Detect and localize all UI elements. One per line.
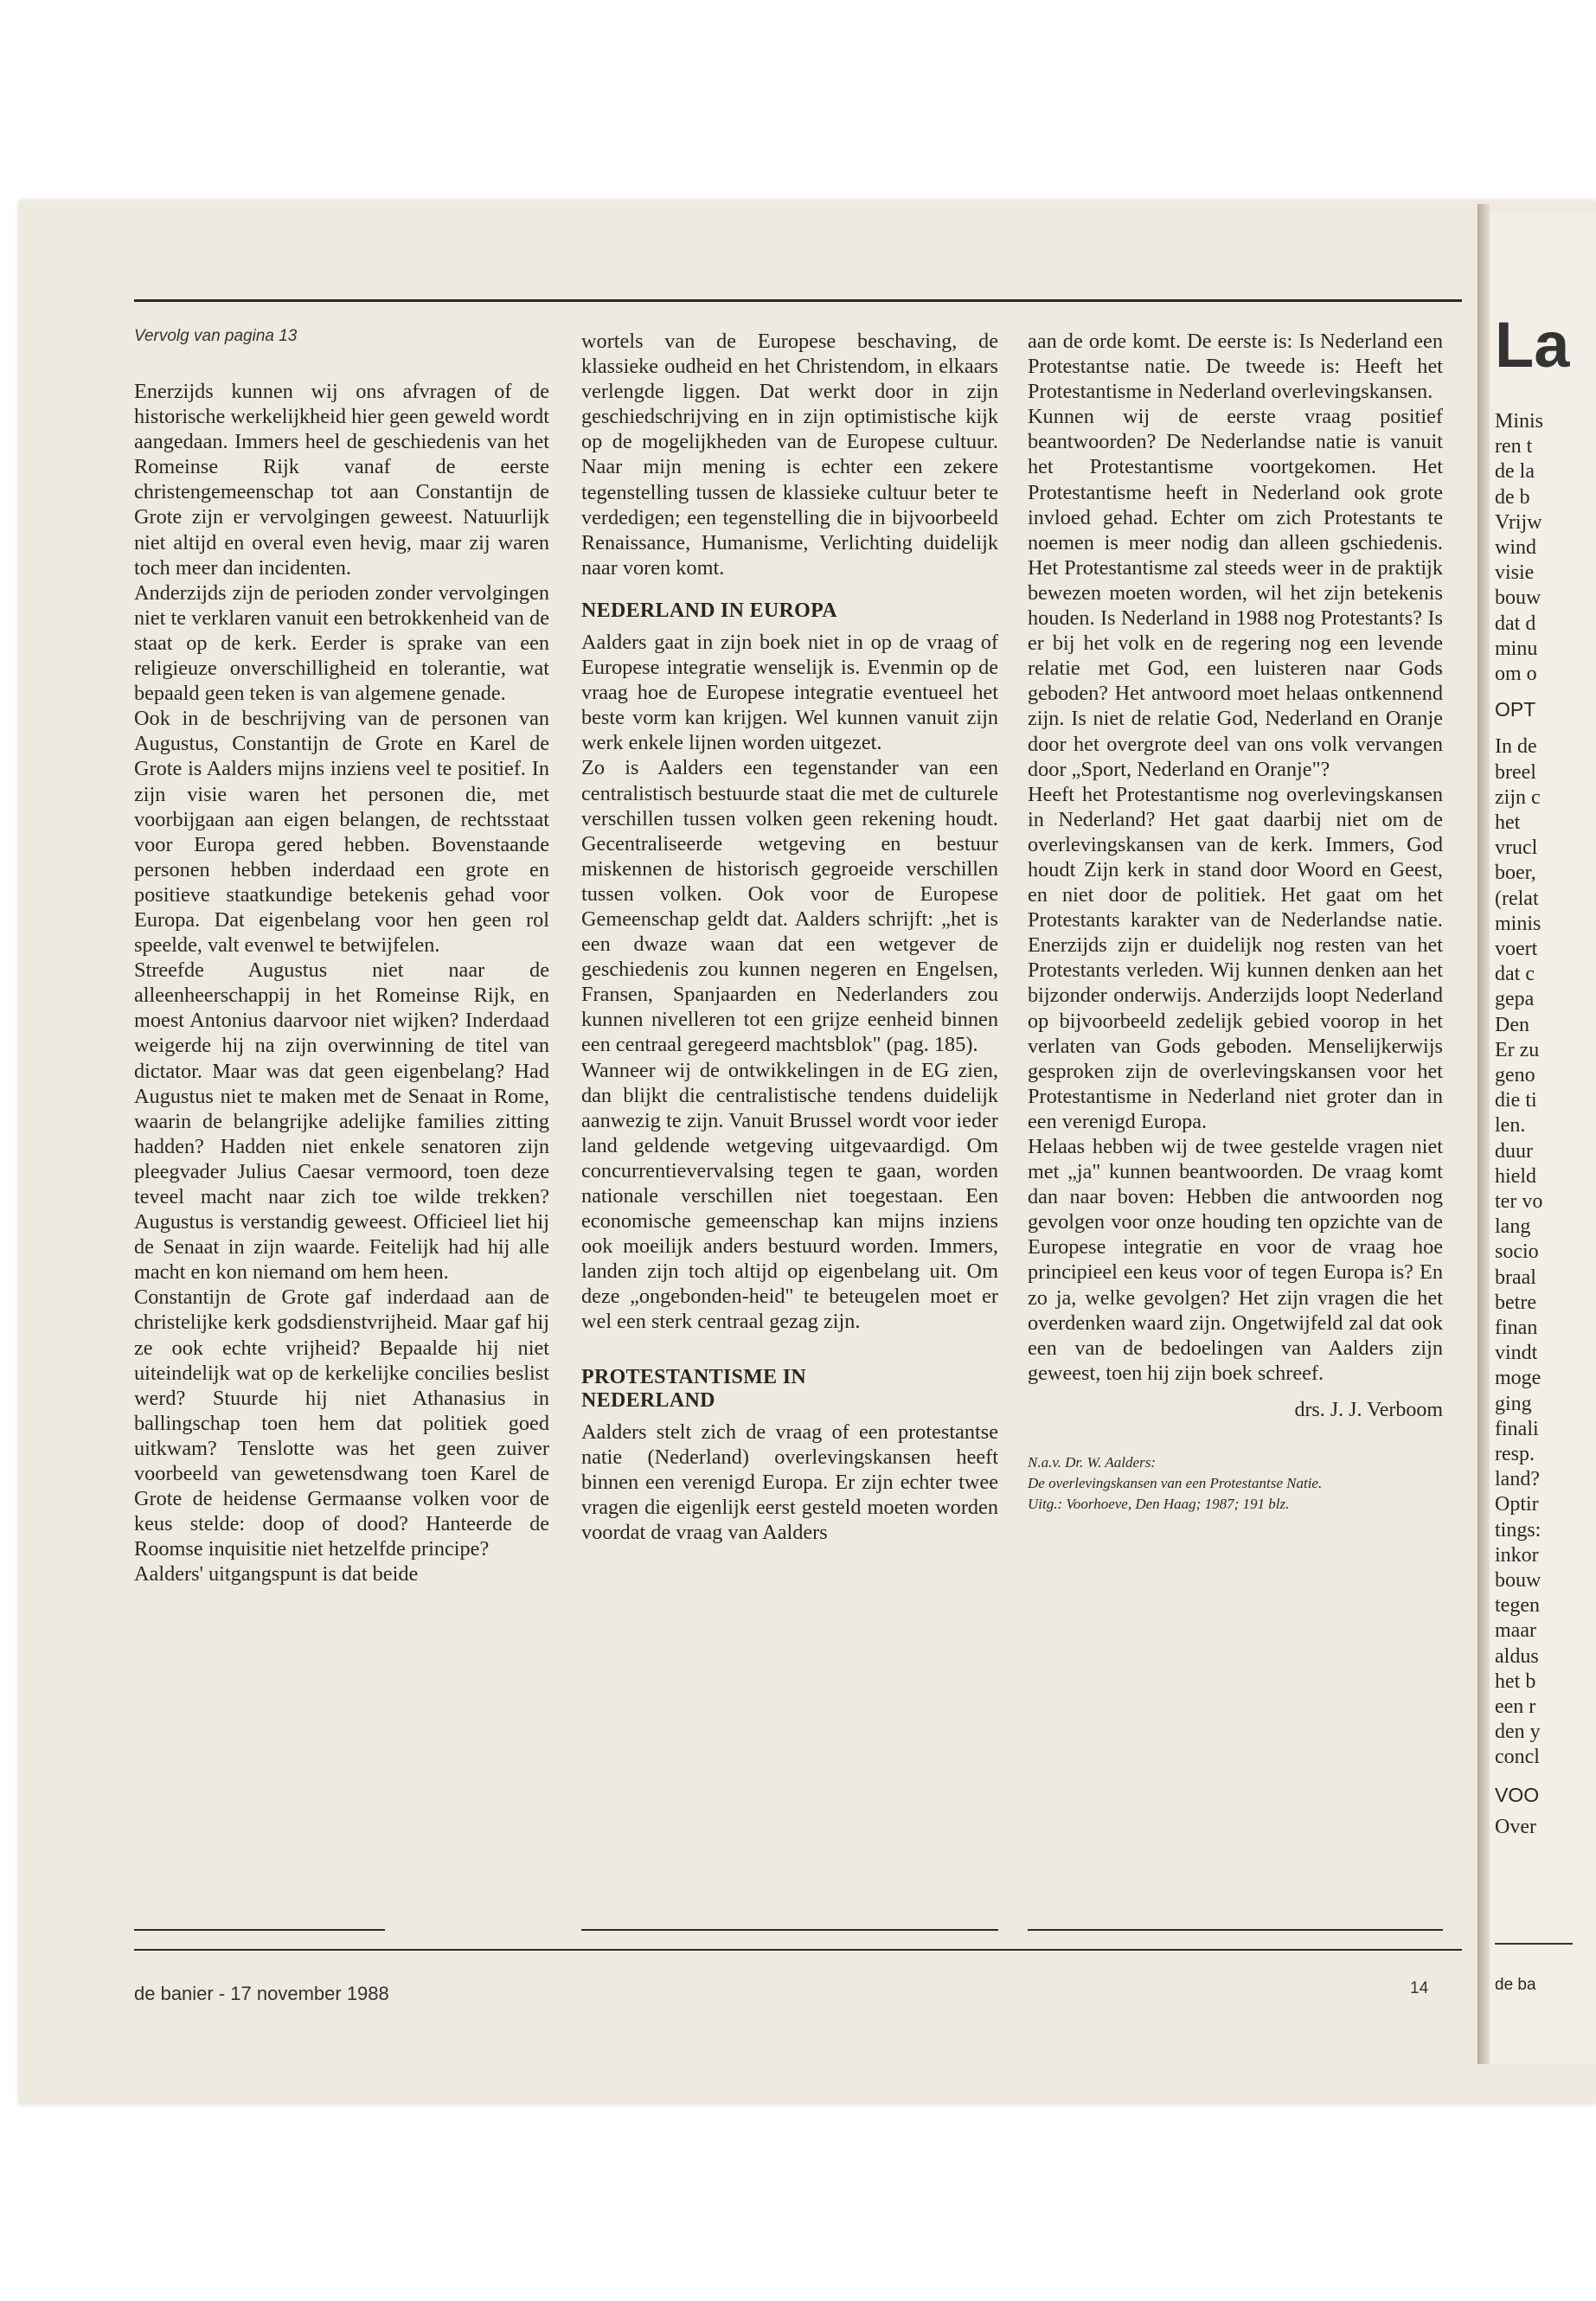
paragraph: Aalders stelt zich de vraag of een protestantse natie (Nederland) overlevingskansen heeft binnen een verenigd Europa. Er zijn echter twee vragen die eigenlijk eerst gesteld moeten worden voordat de vraag van Aalders [581,1420,998,1544]
book-note-publisher: Uitg.: Voorhoeve, Den Haag; 1987; 191 blz. [1028,1496,1290,1513]
adjacent-page-line: het b [1495,1670,1536,1693]
section-heading-protestantism-1: PROTESTANTISME IN [581,1365,807,1388]
adjacent-page-line: concl [1495,1746,1540,1769]
adjacent-page-heading: VOO [1495,1783,1540,1806]
adjacent-page-line: Over [1495,1815,1536,1838]
adjacent-page-line: die ti [1495,1089,1537,1112]
paragraph: Heeft het Protestantisme nog overlevingskansen in Nederland? Het gaat daarbij niet om de overlevingskansen van de kerk. Immers, God houdt Zijn kerk in stand door Woord en Geest, en niet door de politiek. Het gaat om het Protestants karakter van de Nederlandse natie. Enerzijds zijn er duidelijk nog resten van het Protestants verleden. Wij kunnen denken aan het bijzonder onderwijs. Anderzijds loopt Nederland op bijvoorbeeld zedelijk gebied voorop in het verlaten van Gods geboden. Menselijkerwijs gesproken zijn de overlevingskansen voor het Protestantisme in Nederland niet groter dan in een verenigd Europa. [1028,782,1443,1133]
adjacent-page-line: bouw [1495,586,1542,610]
column-end-rule [1028,1929,1443,1931]
article-column-2 [581,329,998,1545]
paragraph: Wanneer wij de ontwikkelingen in de EG zien, dan blijkt die centralistische tendens duidelijk aanwezig te zijn. Vanuit Brussel wordt voor ieder land geldende wetgeving uitgevaardigd. Om concurrentievervalsing tegen te gaan, worden nationale verschillen niet toegestaan. Een economische gemeenschap kan mijns inziens ook moeilijk anders bestuurd worden. Immers, landen zijn toch altijd op eigenbelang uit. Om deze „ongebonden-heid" te beteugelen moet er wel een sterk centraal gezag zijn. [581,1058,998,1334]
adjacent-page-line: aldus [1495,1644,1539,1668]
adjacent-page-line: hield [1495,1164,1536,1188]
section-heading-europe: NEDERLAND IN EUROPA [581,599,837,622]
paragraph: Helaas hebben wij de twee gestelde vragen niet met „ja" kunnen beantwoorden. De vraag komt dan naar boven: Hebben die antwoorden nog gevolgen voor onze houding ten opzichte van de Europese integratie en voor de vraag hoe principieel een keus voor of tegen Europa is? En zo ja, welke gevolgen? Het zijn vragen die het overdenken waard zijn. Ongetwijfeld zal dat ook een van de bedoelingen van Aalders zijn geweest, toen hij zijn boek schreef. [1028,1135,1443,1385]
adjacent-page-line: betre [1495,1291,1536,1314]
adjacent-page-line: tings: [1495,1518,1542,1541]
adjacent-page-line: ren t [1495,435,1533,458]
adjacent-page-line: wind [1495,536,1536,559]
adjacent-page-title: La [1495,309,1570,381]
adjacent-page-rule [1495,1943,1573,1945]
adjacent-page-line: socio [1495,1240,1539,1264]
adjacent-page-line: (relat [1495,887,1539,910]
adjacent-page-line: Minis [1495,410,1544,433]
adjacent-page-line: Optir [1495,1493,1539,1516]
paragraph: Constantijn de Grote gaf inderdaad aan de christelijke kerk godsdienstvrijheid. Maar gaf hij ze ook echte vrijheid? Bepaalde hij niet uiteindelijk wat op de kerkelijke concilies beslist werd? Stuurde hij niet Athanasius in ballingschap toen hem dat politiek goed uitkwam? Tenslotte was het geen zuiver voorbeeld van gewetensdwang toen Karel de Grote de heidense Germaanse volken voor de keus stelde: doop of dood? Hanteerde de Roomse inquisitie niet hetzelfde principe? [134,1285,549,1561]
adjacent-page-line: ging [1495,1392,1532,1415]
adjacent-page-line: resp. [1495,1443,1535,1465]
adjacent-page [1490,213,1596,2064]
adjacent-page-line: braal [1495,1266,1536,1289]
column-end-rule [134,1929,385,1931]
paragraph: Aalders gaat in zijn boek niet in op de vraag of Europese integratie wenselijk is. Evenmin op de vraag hoe de Europese integratie eventueel het beste vorm kan krijgen. Wel kunnen vanuit zijn werk enkele lijnen worden uitgezet. [581,630,998,755]
adjacent-page-line: Er zu [1495,1038,1540,1061]
adjacent-page-line: moge [1495,1367,1542,1390]
adjacent-page-line: land? [1495,1468,1540,1491]
paragraph: Zo is Aalders een tegenstander van een centralistisch bestuurde staat die met de culturele verschillen tussen volken geen rekening houdt. Gecentraliseerde wetgeving en bestuur miskennen de historisch gegroeide verschillen tussen volken. Ook voor de Europese Gemeenschap geldt dat. Aalders schrijft: „het is een dwaze waan dat een wetgever de geschiedenis zou kunnen negeren en Engelsen, Fransen, Spanjaarden en Nederlanders zou kunnen nivelleren tot een grijze eenheid binnen een centraal geregeerd machtsblok" (pag. 185). [581,756,998,1057]
adjacent-page-line: Vrijw [1495,510,1542,534]
adjacent-page-line: Den [1495,1013,1529,1036]
adjacent-page-line: den y [1495,1721,1541,1744]
adjacent-page-line: vrucl [1495,836,1538,860]
paragraph: Aalders' uitgangspunt is dat beide [134,1562,419,1586]
adjacent-page-line: lang [1495,1215,1531,1239]
author-signature: drs. J. J. Verboom [1294,1398,1443,1421]
paragraph: Enerzijds kunnen wij ons afvragen of de historische werkelijkheid hier geen geweld wordt aangedaan. Immers heel de geschiedenis van het Romeinse Rijk vanaf de eerste christengemeenschap tot aan Constantijn de Grote zijn er vervolgingen geweest. Natuurlijk niet altijd en overal even hevig, maar zij waren toch meer dan incidenten. [134,380,549,580]
adjacent-page-line: de b [1495,485,1530,509]
adjacent-page-line: geno [1495,1064,1535,1086]
adjacent-page-line: om o [1495,663,1537,685]
book-note-name: De overlevingskansen van een Protestantse Natie. [1028,1475,1323,1492]
column-end-rule [581,1929,998,1931]
adjacent-page-line: vindt [1495,1342,1538,1365]
adjacent-page-line: het [1495,811,1521,834]
adjacent-page-line: voert [1495,938,1538,960]
adjacent-page-line: visie [1495,561,1535,585]
bottom-rule [134,1949,1462,1951]
adjacent-page-line: minis [1495,912,1542,935]
adjacent-page-line: inkor [1495,1543,1539,1567]
book-note-title: N.a.v. Dr. W. Aalders: [1028,1454,1156,1471]
adjacent-page-line: boer, [1495,862,1536,885]
adjacent-page-line: maar [1495,1619,1536,1643]
paragraph: Streefde Augustus niet naar de alleenheerschappij in het Romeinse Rijk, en moest Antonius daarvoor niet wijken? Inderdaad weigerde hij na zijn overwinning de titel van dictator. Maar was dat geen eigenbelang? Had Augustus niet te maken met de Senaat in Rome, waarin de belangrijke adelijke families zitting hadden? Hadden niet enkele senatoren zijn pleegvader Julius Caesar vermoord, toen deze teveel macht naar zich toe wilde trekken? Augustus is verstandig geweest. Officieel liet hij de Senaat in zijn waarde. Feitelijk had hij alle macht en kon niemand om hem heen. [134,958,549,1285]
adjacent-page-line: ter vo [1495,1190,1543,1213]
paragraph: Kunnen wij de eerste vraag positief beantwoorden? De Nederlandse natie is vanuit het Protestantisme voortgekomen. Het Protestantisme heeft in Nederland ook grote invloed gehad. Echter om zich Protestants te noemen is meer nodig dan alleen gschiedenis. Het Protestantisme zal steeds weer in de praktijk bewezen moeten worden, wil het zijn betekenis houden. Is Nederland in 1988 nog Protestants? Is er bij het volk en de regering nog een levende relatie met God, een luisteren naar Gods geboden? Het antwoord moet helaas ontkennend zijn. Is niet de relatie God, Nederland en Oranje door het overgrote deel van ons volk vervangen door „Sport, Nederland en Oranje"? [1028,405,1443,781]
adjacent-page-footer: de ba [1495,1976,1536,1994]
article-column-3 [1028,329,1443,1515]
page-spine [1477,204,1490,2064]
paragraph: Ook in de beschrijving van de personen van Augustus, Constantijn de Grote en Karel de Grote is Aalders mijns inziens veel te positief. In zijn visie waren het personen die, met voorbijgaan aan eigen belangen, de rechtsstaat voor Europa gered hebben. Bovenstaande personen hebben inderdaad een grote en positieve staatkundige betekenis gehad voor Europa. Dat eigenbelang voor hen geen rol speelde, valt evenwel te betwijfelen. [134,707,549,958]
continued-note: Vervolg van pagina 13 [134,327,298,345]
paragraph: wortels van de Europese beschaving, de klassieke oudheid en het Christendom, in elkaars verlengde liggen. Dat werkt door in zijn geschiedschrijving en in zijn optimistische kijk op de mogelijkheden van de Europese cultuur. Naar mijn mening is echter een zekere tegenstelling tussen de klassieke cultuur beter te verdedigen; een tegenstelling die in bijvoorbeeld Renaissance, Humanisme, Verlichting duidelijk naar voren komt. [581,330,998,580]
adjacent-page-line: duur [1495,1139,1533,1163]
adjacent-page-line: zijn c [1495,785,1541,809]
adjacent-page-line: een r [1495,1695,1536,1718]
adjacent-page-line: In de [1495,735,1537,759]
article-column-1 [134,379,549,1587]
adjacent-page-line: de la [1495,460,1535,484]
section-heading-protestantism-2: NEDERLAND [581,1388,715,1412]
page-number: 14 [1410,1979,1429,1997]
adjacent-page-line: dat c [1495,963,1535,986]
footer-publication: de banier - 17 november 1988 [134,1983,389,2004]
adjacent-page-line: minu [1495,637,1538,660]
top-rule [134,299,1462,302]
adjacent-page-line: finali [1495,1417,1539,1440]
adjacent-page-heading: OPT [1495,698,1536,721]
adjacent-page-line: finan [1495,1317,1538,1339]
paragraph: aan de orde komt. De eerste is: Is Nederland een Protestantse natie. De tweede is: Heeft het Protestantisme in Nederland overlevingskansen. [1028,330,1443,404]
adjacent-page-line: bouw [1495,1569,1542,1592]
paragraph: Anderzijds zijn de perioden zonder vervolgingen niet te verklaren vanuit een betrokkenheid van de staat op de kerk. Eerder is sprake van een religieuze onverschilligheid en tolerantie, wat bepaald geen teken is van algemene genade. [134,580,549,706]
adjacent-page-line: gepa [1495,988,1535,1011]
adjacent-page-line: tegen [1495,1594,1540,1618]
adjacent-page-line: dat d [1495,612,1536,635]
adjacent-page-line: breel [1495,760,1536,784]
adjacent-page-line: len. [1495,1114,1526,1138]
